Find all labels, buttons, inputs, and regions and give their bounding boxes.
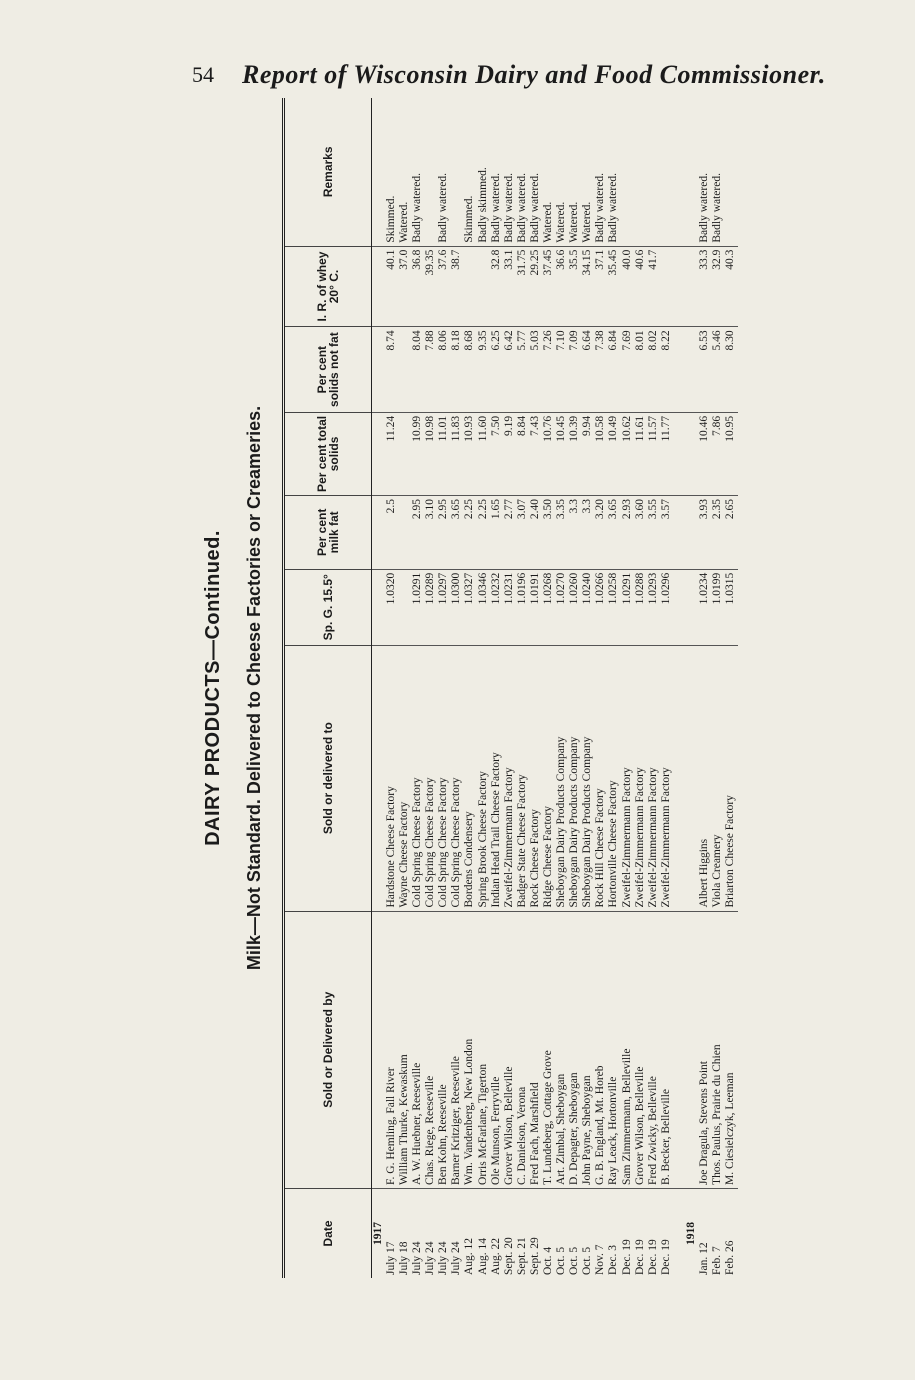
cell-fat: 2.25 xyxy=(477,495,490,569)
table-row xyxy=(437,98,450,1278)
cell-sg: 1.0240 xyxy=(582,569,595,645)
table-row xyxy=(542,98,555,1278)
cell-rem: Badly watered. xyxy=(437,173,450,243)
cell-by: Ole Munson, Ferryville xyxy=(490,911,503,1188)
cell-total: 10.99 xyxy=(411,412,424,495)
cell-rem: Badly watered. xyxy=(411,173,424,243)
cell-rem: Badly watered. xyxy=(594,173,607,243)
cell-ir: 39.35 xyxy=(424,246,437,327)
col-ir-whey: I. R. of whey 20° C. xyxy=(284,246,372,327)
cell-sg: 1.0315 xyxy=(724,569,737,645)
year-row xyxy=(685,98,698,1278)
rotated-table-block xyxy=(202,98,802,1278)
cell-by: C. Danielson, Verona xyxy=(516,911,529,1188)
table-body xyxy=(372,98,738,1278)
cell-rem: Badly watered. xyxy=(698,173,711,243)
table-row xyxy=(647,98,660,1278)
cell-rem: Skimmed. xyxy=(463,195,476,243)
cell-total: 7.43 xyxy=(529,412,542,495)
cell-sg: 1.0289 xyxy=(424,569,437,645)
table-row xyxy=(477,98,490,1278)
cell-rem xyxy=(451,98,464,246)
col-sold-by: Sold or Delivered by xyxy=(284,911,372,1188)
col-date: Date xyxy=(284,1188,372,1278)
cell-date: Dec. 3 xyxy=(608,1188,621,1278)
cell-date: Dec. 19 xyxy=(660,1188,673,1278)
cell-total: 9.94 xyxy=(582,412,595,495)
cell-by: Joe Dragula, Stevens Point xyxy=(698,911,711,1188)
cell-fat: 2.95 xyxy=(437,495,450,569)
cell-date: Dec. 19 xyxy=(621,1188,634,1278)
cell-fat: 2.65 xyxy=(724,495,737,569)
cell-sg: 1.0234 xyxy=(698,569,711,645)
cell-total: 10.46 xyxy=(698,412,711,495)
cell-to: Zweifel-Zimmermann Factory xyxy=(660,645,673,911)
col-sold-to: Sold or delivered to xyxy=(284,645,372,911)
cell-by: Ben Kohn, Reeseville xyxy=(437,911,450,1188)
table-row xyxy=(621,98,634,1278)
cell-fat: 3.65 xyxy=(451,495,464,569)
cell-rem: Watered. xyxy=(581,201,594,243)
cell-by: Grover Wilson, Belleville xyxy=(634,911,647,1188)
running-title: Report of Wisconsin Dairy and Food Commissioner. xyxy=(242,60,826,89)
cell-sg xyxy=(398,569,411,645)
cell-to: Badger State Cheese Factory xyxy=(516,645,529,911)
cell-to: Bordens Condensery xyxy=(464,645,477,911)
cell-by: T. Lundeberg, Cottage Grove xyxy=(542,911,555,1188)
cell-date: Oct. 4 xyxy=(542,1188,555,1278)
cell-snf: 8.02 xyxy=(647,327,660,412)
cell-fat: 3.3 xyxy=(582,495,595,569)
table-header-row xyxy=(284,98,372,1278)
cell-fat: 3.3 xyxy=(568,495,581,569)
cell-to: Zweifel-Zimmermann Factory xyxy=(503,645,516,911)
cell-date: Feb. 7 xyxy=(711,1188,724,1278)
cell-fat: 2.25 xyxy=(464,495,477,569)
cell-rem: Badly watered. xyxy=(711,173,724,243)
cell-fat: 3.65 xyxy=(608,495,621,569)
cell-sg: 1.0191 xyxy=(529,569,542,645)
cell-ir: 40.1 xyxy=(385,246,398,327)
cell-snf: 5.46 xyxy=(711,327,724,412)
cell-to: Wayne Cheese Factory xyxy=(398,645,411,911)
cell-by: D. Depagter, Sheboygan xyxy=(568,911,581,1188)
cell-rem: Badly watered. xyxy=(502,173,515,243)
cell-sg: 1.0270 xyxy=(555,569,568,645)
cell-sg: 1.0291 xyxy=(621,569,634,645)
table-row xyxy=(555,98,568,1278)
cell-to: Albert Higgins xyxy=(698,645,711,911)
cell-rem: Watered. xyxy=(555,201,568,243)
cell-fat: 3.93 xyxy=(698,495,711,569)
cell-total: 8.84 xyxy=(516,412,529,495)
cell-total: 11.57 xyxy=(647,412,660,495)
cell-snf: 5.03 xyxy=(529,327,542,412)
year-row xyxy=(372,98,386,1278)
cell-total: 9.19 xyxy=(503,412,516,495)
cell-total: 11.24 xyxy=(385,412,398,495)
cell-total: 11.60 xyxy=(477,412,490,495)
cell-rem: Badly watered. xyxy=(489,173,502,243)
cell-to: Rock Hill Cheese Factory xyxy=(595,645,608,911)
cell-fat: 3.10 xyxy=(424,495,437,569)
cell-to: Zweifel-Zimmermann Factory xyxy=(634,645,647,911)
col-remarks: Remarks xyxy=(284,98,372,246)
cell-by: Ray Leack, Hortonville xyxy=(608,911,621,1188)
cell-date: Oct. 5 xyxy=(582,1188,595,1278)
cell-date: July 24 xyxy=(437,1188,450,1278)
cell-total: 10.98 xyxy=(424,412,437,495)
cell-fat: 2.95 xyxy=(411,495,424,569)
cell-total: 11.01 xyxy=(437,412,450,495)
cell-to: Indian Head Trail Cheese Factory xyxy=(490,645,503,911)
cell-fat: 2.5 xyxy=(385,495,398,569)
cell-fat: 1.65 xyxy=(490,495,503,569)
cell-snf: 5.77 xyxy=(516,327,529,412)
table-row xyxy=(411,98,424,1278)
cell-date: Nov. 7 xyxy=(595,1188,608,1278)
table-row xyxy=(424,98,437,1278)
cell-by: Orris McFarlane, Tigerton xyxy=(477,911,490,1188)
cell-by: A. W. Huebner, Reeseville xyxy=(411,911,424,1188)
table-row xyxy=(503,98,516,1278)
cell-fat: 3.57 xyxy=(660,495,673,569)
cell-sg: 1.0196 xyxy=(516,569,529,645)
cell-ir: 33.1 xyxy=(503,246,516,327)
cell-ir: 40.0 xyxy=(621,246,634,327)
cell-to: Zweifel-Zimmermann Factory xyxy=(647,645,660,911)
cell-date: Feb. 26 xyxy=(724,1188,737,1278)
table-row xyxy=(398,98,411,1278)
cell-sg: 1.0296 xyxy=(660,569,673,645)
cell-by: B. Becker, Belleville xyxy=(660,911,673,1188)
cell-sg: 1.0231 xyxy=(503,569,516,645)
cell-ir: 35.5 xyxy=(568,246,581,327)
table-row xyxy=(595,98,608,1278)
cell-date: Dec. 19 xyxy=(634,1188,647,1278)
cell-ir: 31.75 xyxy=(516,246,529,327)
cell-to: Zweifel-Zimmermann Factory xyxy=(621,645,634,911)
col-specific-gravity: Sp. G. 15.5° xyxy=(284,569,372,645)
cell-sg: 1.0297 xyxy=(437,569,450,645)
cell-total: 10.93 xyxy=(464,412,477,495)
cell-sg: 1.0268 xyxy=(542,569,555,645)
table-row xyxy=(724,98,737,1278)
cell-snf: 7.69 xyxy=(621,327,634,412)
cell-ir: 40.3 xyxy=(724,246,737,327)
table-caption: Milk—Not Standard. Delivered to Cheese Factories or Creameries. xyxy=(244,405,264,971)
cell-sg: 1.0260 xyxy=(568,569,581,645)
cell-total: 10.76 xyxy=(542,412,555,495)
cell-sg: 1.0288 xyxy=(634,569,647,645)
cell-ir: 40.6 xyxy=(634,246,647,327)
cell-ir: 33.3 xyxy=(698,246,711,327)
cell-rem xyxy=(621,98,634,246)
page-number: 54 xyxy=(192,62,214,87)
table-row xyxy=(568,98,581,1278)
cell-total: 10.49 xyxy=(608,412,621,495)
cell-rem xyxy=(724,98,737,246)
cell-snf: 7.09 xyxy=(568,327,581,412)
cell-snf: 8.30 xyxy=(724,327,737,412)
cell-date: Oct. 5 xyxy=(568,1188,581,1278)
cell-by: Fred Fach, Marshfield xyxy=(529,911,542,1188)
cell-snf: 8.04 xyxy=(411,327,424,412)
cell-snf: 6.25 xyxy=(490,327,503,412)
cell-to: Briarton Cheese Factory xyxy=(724,645,737,911)
cell-snf: 7.10 xyxy=(555,327,568,412)
year-1918: 1918 xyxy=(685,1188,698,1278)
cell-fat: 3.07 xyxy=(516,495,529,569)
cell-rem: Badly watered. xyxy=(515,173,528,243)
cell-to: Sheboygan Dairy Products Company xyxy=(568,645,581,911)
cell-ir: 37.6 xyxy=(437,246,450,327)
cell-rem: Watered. xyxy=(397,201,410,243)
cell-snf: 9.35 xyxy=(477,327,490,412)
cell-snf: 8.22 xyxy=(660,327,673,412)
cell-sg: 1.0320 xyxy=(385,569,398,645)
col-total-solids: Per cent total solids xyxy=(284,412,372,495)
cell-ir: 32.8 xyxy=(490,246,503,327)
cell-fat: 3.35 xyxy=(555,495,568,569)
cell-total: 11.61 xyxy=(634,412,647,495)
cell-rem xyxy=(424,98,437,246)
cell-date: July 17 xyxy=(385,1188,398,1278)
cell-rem: Watered. xyxy=(568,201,581,243)
cell-fat: 2.77 xyxy=(503,495,516,569)
cell-by: Fred Zwicky, Belleville xyxy=(647,911,660,1188)
spacer-row xyxy=(673,98,685,1278)
cell-by: G. B. England, Mt. Horeb xyxy=(595,911,608,1188)
table-row xyxy=(660,98,673,1278)
cell-snf: 7.38 xyxy=(595,327,608,412)
cell-fat: 2.40 xyxy=(529,495,542,569)
table-row xyxy=(490,98,503,1278)
table-row xyxy=(711,98,724,1278)
cell-total: 11.77 xyxy=(660,412,673,495)
cell-rem: Badly skimmed. xyxy=(476,167,489,243)
cell-date: Dec. 19 xyxy=(647,1188,660,1278)
cell-fat: 3.55 xyxy=(647,495,660,569)
cell-snf: 6.84 xyxy=(608,327,621,412)
cell-total xyxy=(398,412,411,495)
cell-fat: 3.20 xyxy=(595,495,608,569)
cell-to: Cold Spring Cheese Factory xyxy=(424,645,437,911)
cell-date: Aug. 14 xyxy=(477,1188,490,1278)
cell-total: 10.45 xyxy=(555,412,568,495)
cell-total: 10.58 xyxy=(595,412,608,495)
cell-snf: 8.01 xyxy=(634,327,647,412)
cell-ir: 35.45 xyxy=(608,246,621,327)
cell-to: Rock Cheese Factory xyxy=(529,645,542,911)
milk-table xyxy=(282,98,738,1278)
cell-by: M. Ciesielczyk, Leeman xyxy=(724,911,737,1188)
cell-to: Cold Spring Cheese Factory xyxy=(451,645,464,911)
cell-sg: 1.0266 xyxy=(595,569,608,645)
cell-total: 10.95 xyxy=(724,412,737,495)
cell-rem: Badly watered. xyxy=(607,173,620,243)
cell-ir: 37.1 xyxy=(595,246,608,327)
cell-sg: 1.0346 xyxy=(477,569,490,645)
cell-fat: 2.93 xyxy=(621,495,634,569)
table-row xyxy=(698,98,711,1278)
cell-by: Wm. Vandenberg, New London xyxy=(464,911,477,1188)
cell-by: Art. Zimbal, Sheboygan xyxy=(555,911,568,1188)
table-row xyxy=(451,98,464,1278)
cell-total: 11.83 xyxy=(451,412,464,495)
cell-snf: 8.06 xyxy=(437,327,450,412)
cell-by: Grover Wilson, Belleville xyxy=(503,911,516,1188)
cell-sg: 1.0327 xyxy=(464,569,477,645)
cell-snf: 8.68 xyxy=(464,327,477,412)
cell-snf: 7.88 xyxy=(424,327,437,412)
cell-rem xyxy=(647,98,660,246)
cell-by: Chas. Riege, Reeseville xyxy=(424,911,437,1188)
table-row xyxy=(634,98,647,1278)
cell-to: Spring Brook Cheese Factory xyxy=(477,645,490,911)
cell-ir: 29.25 xyxy=(529,246,542,327)
cell-sg: 1.0291 xyxy=(411,569,424,645)
cell-date: Sept. 20 xyxy=(503,1188,516,1278)
col-solids-not-fat: Per cent solids not fat xyxy=(284,327,372,412)
cell-snf: 6.42 xyxy=(503,327,516,412)
cell-ir xyxy=(660,246,673,327)
cell-sg: 1.0258 xyxy=(608,569,621,645)
cell-ir: 32.9 xyxy=(711,246,724,327)
cell-date: July 24 xyxy=(451,1188,464,1278)
cell-to: Cold Spring Cheese Factory xyxy=(437,645,450,911)
cell-rem xyxy=(634,98,647,246)
cell-ir: 34.15 xyxy=(582,246,595,327)
cell-date: July 18 xyxy=(398,1188,411,1278)
table-row xyxy=(516,98,529,1278)
cell-ir: 37.0 xyxy=(398,246,411,327)
cell-snf: 6.64 xyxy=(582,327,595,412)
cell-ir: 38.7 xyxy=(451,246,464,327)
cell-date: Sept. 29 xyxy=(529,1188,542,1278)
cell-ir: 36.8 xyxy=(411,246,424,327)
cell-to: Viola Creamery xyxy=(711,645,724,911)
cell-by: John Payne, Sheboygan xyxy=(582,911,595,1188)
cell-total: 10.39 xyxy=(568,412,581,495)
cell-fat: 3.50 xyxy=(542,495,555,569)
cell-to: Ridge Cheese Factory xyxy=(542,645,555,911)
table-row xyxy=(529,98,542,1278)
cell-snf: 8.18 xyxy=(451,327,464,412)
cell-ir xyxy=(477,246,490,327)
cell-by: Barner Kritziger, Reeseville xyxy=(451,911,464,1188)
cell-date: Aug. 12 xyxy=(464,1188,477,1278)
cell-snf: 6.53 xyxy=(698,327,711,412)
cell-total: 10.62 xyxy=(621,412,634,495)
cell-rem: Watered. xyxy=(542,201,555,243)
cell-by: Sam Zimmermann, Belleville xyxy=(621,911,634,1188)
cell-date: July 24 xyxy=(424,1188,437,1278)
cell-ir: 41.7 xyxy=(647,246,660,327)
cell-fat: 3.60 xyxy=(634,495,647,569)
cell-date: Jan. 12 xyxy=(698,1188,711,1278)
table-row xyxy=(385,98,398,1278)
cell-total: 7.50 xyxy=(490,412,503,495)
cell-to: Hortonville Cheese Factory xyxy=(608,645,621,911)
cell-date: Sept. 21 xyxy=(516,1188,529,1278)
cell-rem xyxy=(660,98,673,246)
cell-date: Oct. 5 xyxy=(555,1188,568,1278)
cell-by: F. G. Hemling, Fall River xyxy=(385,911,398,1188)
cell-to: Sheboygan Dairy Products Company xyxy=(582,645,595,911)
cell-to: Cold Spring Cheese Factory xyxy=(411,645,424,911)
cell-by: William Thurke, Kewaskum xyxy=(398,911,411,1188)
cell-by: Thos. Paulus, Prairie du Chien xyxy=(711,911,724,1188)
cell-fat: 2.35 xyxy=(711,495,724,569)
cell-ir: 37.45 xyxy=(542,246,555,327)
table-row xyxy=(582,98,595,1278)
cell-sg: 1.0300 xyxy=(451,569,464,645)
cell-fat xyxy=(398,495,411,569)
cell-to: Sheboygan Dairy Products Company xyxy=(555,645,568,911)
cell-ir xyxy=(464,246,477,327)
cell-rem: Badly watered. xyxy=(528,173,541,243)
cell-total: 7.86 xyxy=(711,412,724,495)
cell-date: Aug. 22 xyxy=(490,1188,503,1278)
cell-sg: 1.0199 xyxy=(711,569,724,645)
cell-snf: 7.26 xyxy=(542,327,555,412)
cell-sg: 1.0293 xyxy=(647,569,660,645)
cell-rem: Skimmed. xyxy=(384,195,397,243)
col-milk-fat: Per cent milk fat xyxy=(284,495,372,569)
cell-sg: 1.0232 xyxy=(490,569,503,645)
section-title: DAIRY PRODUCTS—Continued. xyxy=(202,530,224,846)
cell-snf xyxy=(398,327,411,412)
cell-snf: 8.74 xyxy=(385,327,398,412)
cell-ir: 36.6 xyxy=(555,246,568,327)
year-1917: 1917 xyxy=(372,1188,386,1278)
cell-date: July 24 xyxy=(411,1188,424,1278)
table-row xyxy=(608,98,621,1278)
table-row xyxy=(464,98,477,1278)
cell-to: Hardstone Cheese Factory xyxy=(385,645,398,911)
